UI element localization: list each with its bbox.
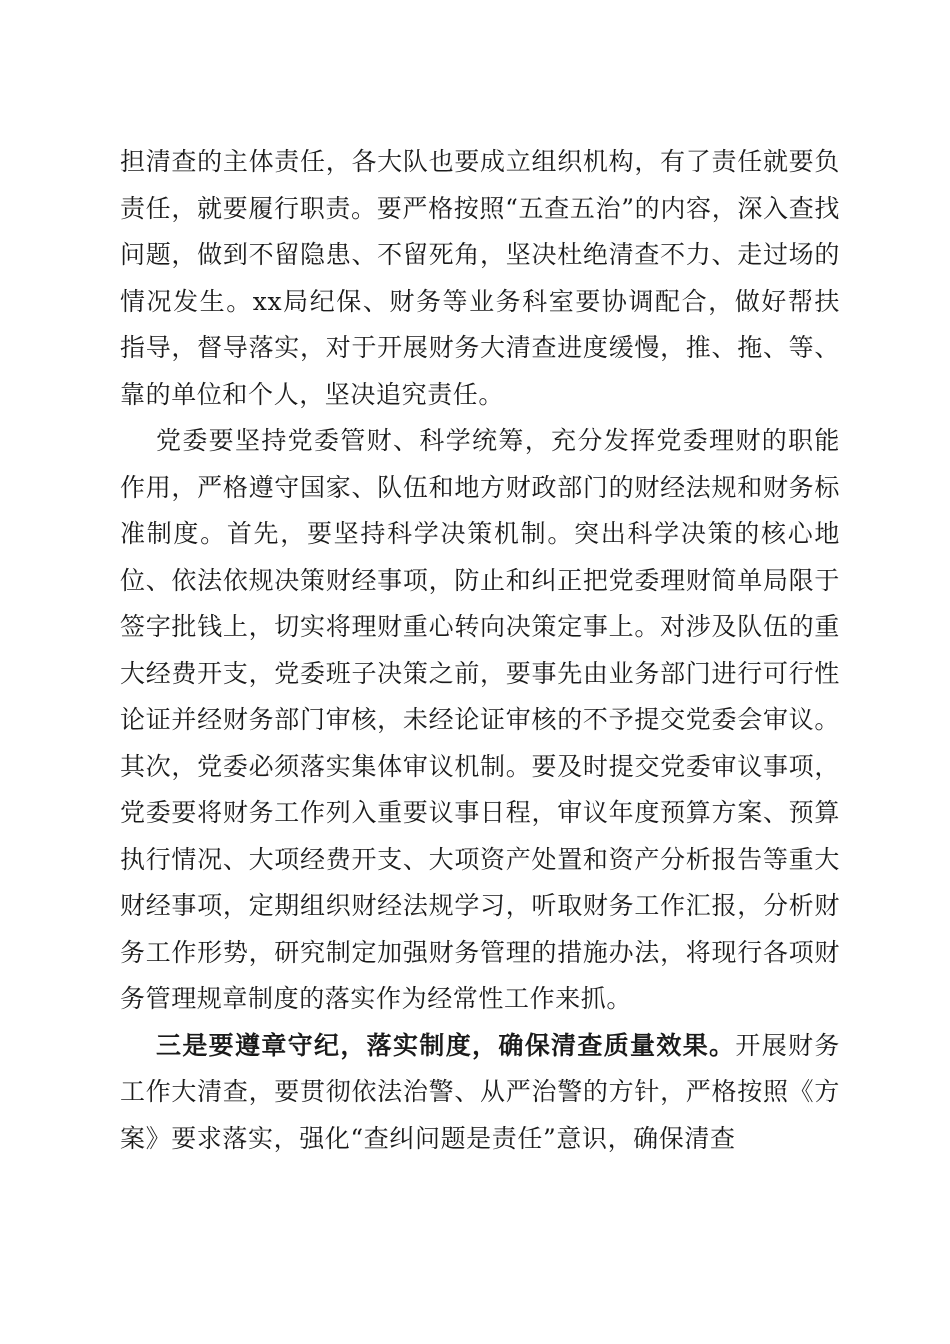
paragraph-section-three: [120, 1023, 840, 1163]
paragraph-party-committee: [120, 418, 840, 1023]
paragraph-text: 担清查的主体责任，各大队也要成立组织机构，有了责任就要负责任，就要履行职责。要严格按照“五查五治”的内容，深入查找问题，做到不留隐患、不留死角，坚决杜绝清查不力、走过场的情况发生。xx局纪保、财务等业务科室要协调配合，做好帮扶指导，督导落实，对于开展财务大清查进度缓慢，推、拖、等、靠的单位和个人，坚决追究责任。: [120, 147, 840, 409]
document-body: [120, 139, 840, 1162]
paragraph-text: 党委要坚持党委管财、科学统筹，充分发挥党委理财的职能作用，严格遵守国家、队伍和地方财政部门的财经法规和财务标准制度。首先，要坚持科学决策机制。突出科学决策的核心地位、依法依规决策财经事项，防止和纠正把党委理财简单局限于签字批钱上，切实将理财重心转向决策定事上。对涉及队伍的重大经费开支，党委班子决策之前，要事先由业务部门进行可行性论证并经财务部门审核，未经论证审核的不予提交党委会审议。其次，党委必须落实集体审议机制。要及时提交党委审议事项，党委要将财务工作列入重要议事日程，审议年度预算方案、预算执行情况、大项经费开支、大项资产处置和资产分析报告等重大财经事项，定期组织财经法规学习，听取财务工作汇报，分析财务工作形势，研究制定加强财务管理的措施办法，将现行各项财务管理规章制度的落实作为经常性工作来抓。: [120, 426, 840, 1013]
paragraph-continuation: [120, 139, 840, 418]
section-heading: 三是要遵章守纪，落实制度，确保清查质量效果。: [156, 1030, 736, 1060]
paragraph-text: 开展财务工作大清查，要贯彻依法治警、从严治警的方针，严格按照《方案》要求落实，强化“查纠问题是责任”意识，确保清查: [120, 1030, 840, 1153]
